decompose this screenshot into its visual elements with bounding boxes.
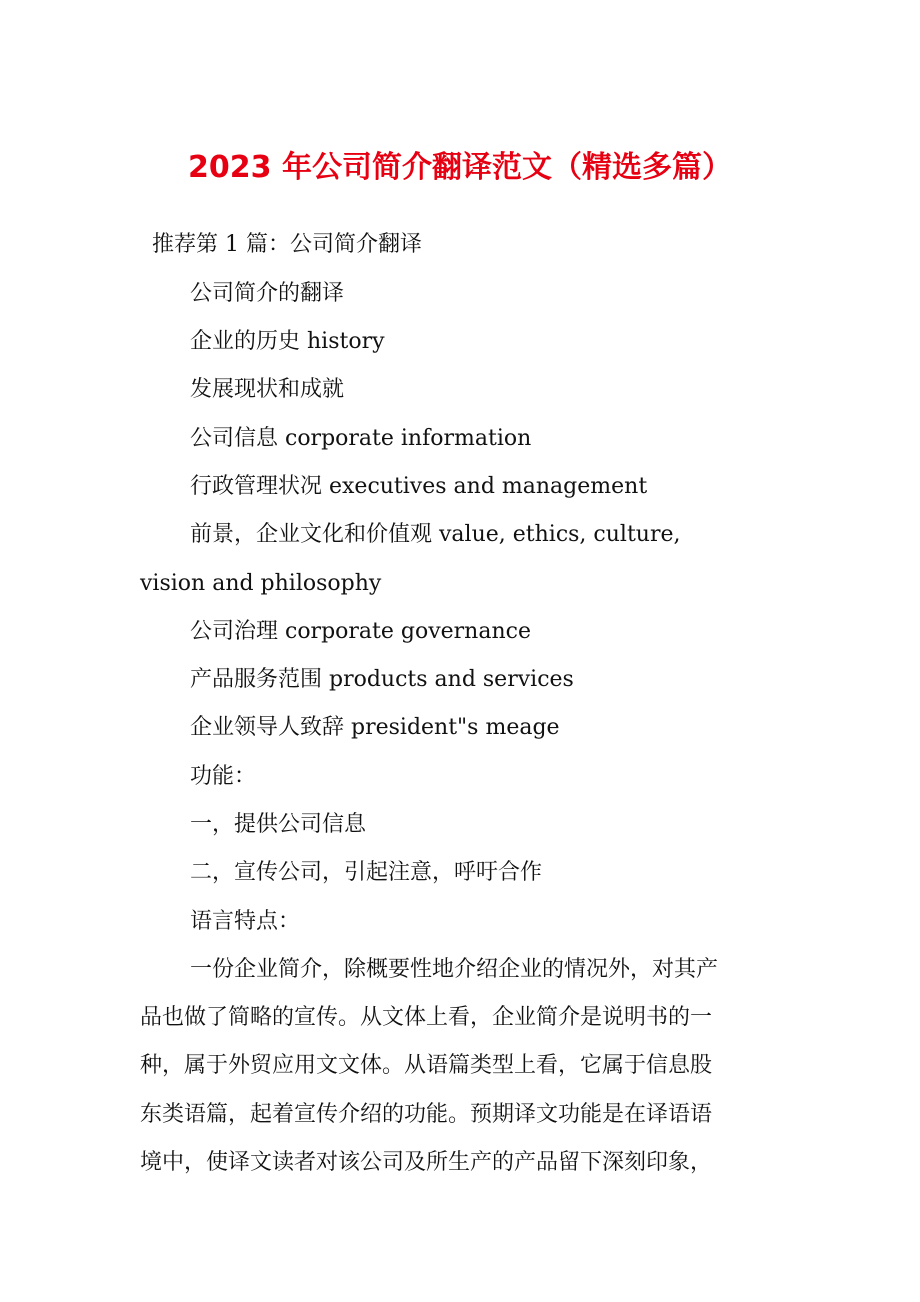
paragraph-line: 一份企业简介，除概要性地介绍企业的情况外，对其产 [190,957,719,982]
list-item: 企业的历史 history [190,329,385,354]
list-item: 功能： [190,764,257,789]
list-item-continuation: vision and philosophy [140,571,382,596]
list-item: 企业领导人致辞 president"s meage [190,715,560,740]
list-item: 产品服务范围 products and services [190,667,574,692]
list-item: 公司治理 corporate governance [190,619,531,644]
list-item: 公司信息 corporate information [190,426,532,451]
list-item: 行政管理状况 executives and management [190,474,648,499]
list-item: 发展现状和成就 [190,377,345,402]
document-title: 2023 年公司简介翻译范文（精选多篇） [188,150,732,185]
list-item: 公司简介的翻译 [190,281,345,306]
list-item: 一，提供公司信息 [190,812,367,837]
paragraph-line: 东类语篇，起着宣传介绍的功能。预期译文功能是在译语语 [140,1102,713,1127]
list-item: 语言特点： [190,909,301,934]
paragraph-line: 品也做了简略的宣传。从文体上看，企业简介是说明书的一 [140,1005,713,1030]
section-heading: 推荐第 1 篇：公司简介翻译 [152,232,422,257]
list-item: 前景，企业文化和价值观 value, ethics, culture, [190,522,681,547]
paragraph-line: 种，属于外贸应用文文体。从语篇类型上看，它属于信息股 [140,1053,713,1078]
paragraph-line: 境中，使译文读者对该公司及所生产的产品留下深刻印象， [140,1150,713,1175]
list-item: 二，宣传公司，引起注意，呼吁合作 [190,860,543,885]
